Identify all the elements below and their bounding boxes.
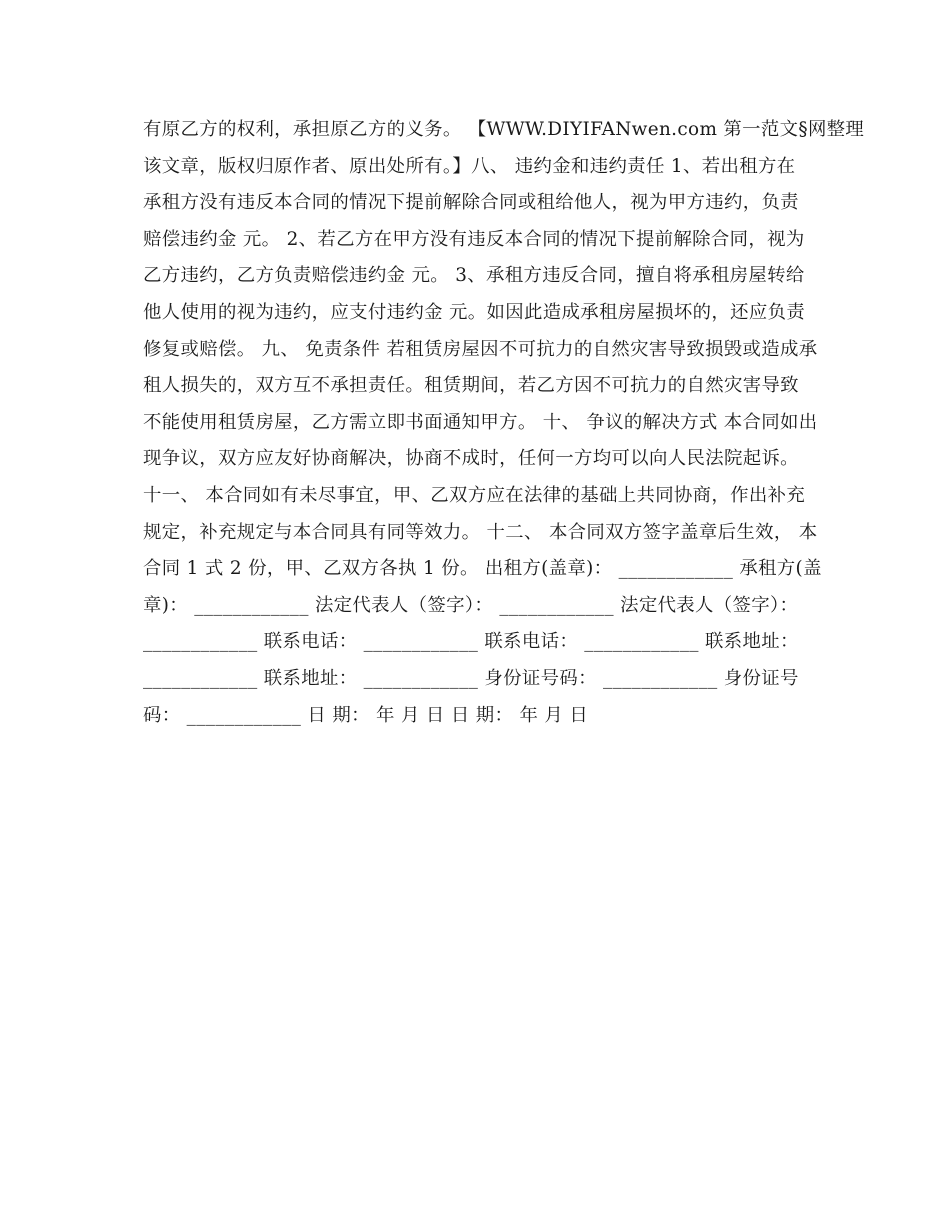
text-line: 不能使用租赁房屋，乙方需立即书面通知甲方。 十、 争议的解决方式 本合同如出: [143, 411, 818, 433]
text-line: 该文章，版权归原作者、原出处所有。】八、 违约金和违约责任 1、若出租方在: [143, 155, 796, 177]
date-line: 码： ____________ 日 期： 年 月 日 日 期： 年 月 日: [143, 704, 589, 726]
text-line: 现争议，双方应友好协商解决，协商不成时，任何一方均可以向人民法院起诉。: [143, 448, 799, 470]
signature-line: ____________ 联系电话： ____________ 联系电话： ____________ 联系地址：: [143, 631, 799, 653]
text-line: 承租方没有违反本合同的情况下提前解除合同或租给他人，视为甲方违约，负责: [143, 192, 799, 214]
contract-body-text: [143, 112, 865, 734]
text-line: 有原乙方的权利，承担原乙方的义务。 【WWW.DIYIFANwen.com 第一范文§网整理: [143, 119, 865, 140]
signature-line: 章)： ____________ 法定代表人（签字）： ____________ 法定代表人（签字）：: [143, 594, 799, 616]
text-line: 赔偿违约金 元。 2、若乙方在甲方没有违反本合同的情况下提前解除合同，视为: [143, 228, 805, 250]
text-line: 修复或赔偿。 九、 免责条件 若租赁房屋因不可抗力的自然灾害导致损毁或造成承: [143, 338, 818, 360]
text-line: 乙方违约，乙方负责赔偿违约金 元。 3、承租方违反合同，擅自将承租房屋转给: [143, 265, 805, 287]
signature-line: 合同 1 式 2 份，甲、乙双方各执 1 份。 出租方(盖章)： ____________ 承租方(盖: [143, 558, 822, 580]
text-line: 租人损失的，双方互不承担责任。租赁期间，若乙方因不可抗力的自然灾害导致: [143, 375, 799, 397]
signature-line: ____________ 联系地址： ____________ 身份证号码： ____________ 身份证号: [143, 667, 799, 689]
text-line: 规定，补充规定与本合同具有同等效力。 十二、 本合同双方签字盖章后生效， 本: [143, 521, 818, 543]
text-line: 他人使用的视为违约，应支付违约金 元。如因此造成承租房屋损坏的，还应负责: [143, 301, 806, 323]
text-line: 十一、 本合同如有未尽事宜，甲、乙双方应在法律的基础上共同协商，作出补充: [143, 484, 806, 506]
